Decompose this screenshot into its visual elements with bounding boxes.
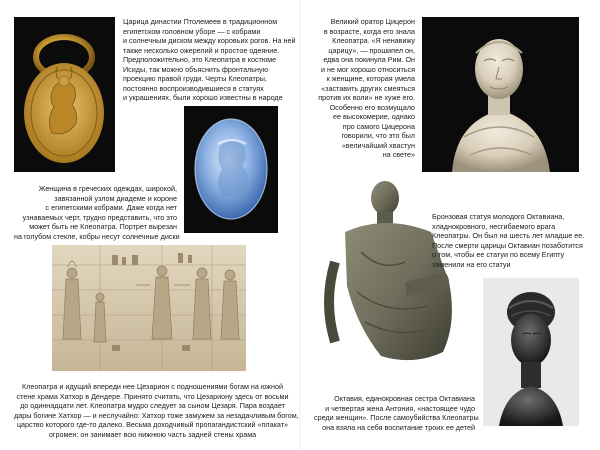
cicero-bust-photo	[422, 17, 579, 172]
caption-octavian: Бронзовая статуя молодого Октавиана, хладнокровного, несгибаемого врага Клеопатры. Он был на шесть лет младше ее. После смерти царицы Октавиан позаботится о том, чтобы ее статуи по всему Египту заменили на его статуи	[432, 212, 585, 269]
dendera-relief-photo	[52, 245, 246, 371]
blue-glass-gem-photo	[184, 106, 278, 233]
page-gutter	[299, 0, 301, 450]
caption-dendera-relief: Клеопатра и идущий впереди нее Цезарион с подношениями богам на южной стене храма Хатхор в Дендере. Принято считать, что Цезариону здесь от восьми до одиннадцати лет. Клеопатра мудро следует за сыном Цезаря. Пара воздает дары богине Хатхор — и неслучайно: Хатхор тоже замужем за незадачливым богом, царство которого где-то далеко. Весьма доходчивый пропагандистский «плакат» огромен: он занимает всю нижнюю часть задней стены храма	[14, 382, 299, 439]
caption-cicero: Великий оратор Цицерон в возрасте, когда его знала Клеопатра. «Я ненавижу царицу», — прошипел он, едва она покинула Рим. Он и не мог хорошо относиться к женщине, которая умела «заставить других смеяться против их воли» не хуже его. Особенно его возмущало ее высокомерие, однако про самого Цицерона говорили, что это был «величайший хвастун на свете»	[318, 17, 415, 159]
caption-octavia: Октавия, единокровная сестра Октавиана и четвертая жена Антония, «настоящее чудо среди женщин». После самоубийства Клеопатры она взяла на себя воспитание троих ее детей	[314, 394, 479, 432]
gold-ring-photo	[14, 17, 115, 172]
octavia-bust-photo	[483, 278, 579, 426]
caption-blue-gem: Женщина в греческих одеждах, широкой, завязанной узлом диадеме и короне с египетскими кобрами. Даже когда нет узнаваемых черт, трудно представить, что это может быть не Клеопатра. Портрет вырезан на голубом стекле, кобры несут солнечные диски	[14, 184, 180, 241]
caption-gold-ring: Царица династии Птолемеев в традиционном египетском головном уборе — с кобрами и солнечным диском между коровьих рогов. На ней также несколько ожерелий и простое одеяние. Предположительно, это Клеопатра в костюме Исиды, так можно объяснить фронтальную проекцию правой груди. Черты Клеопатры, постоянно воспроизводившиеся в статуях и украшениях, были хорошо известны в народе	[123, 17, 296, 102]
octavian-bronze-statue-photo	[305, 172, 475, 370]
